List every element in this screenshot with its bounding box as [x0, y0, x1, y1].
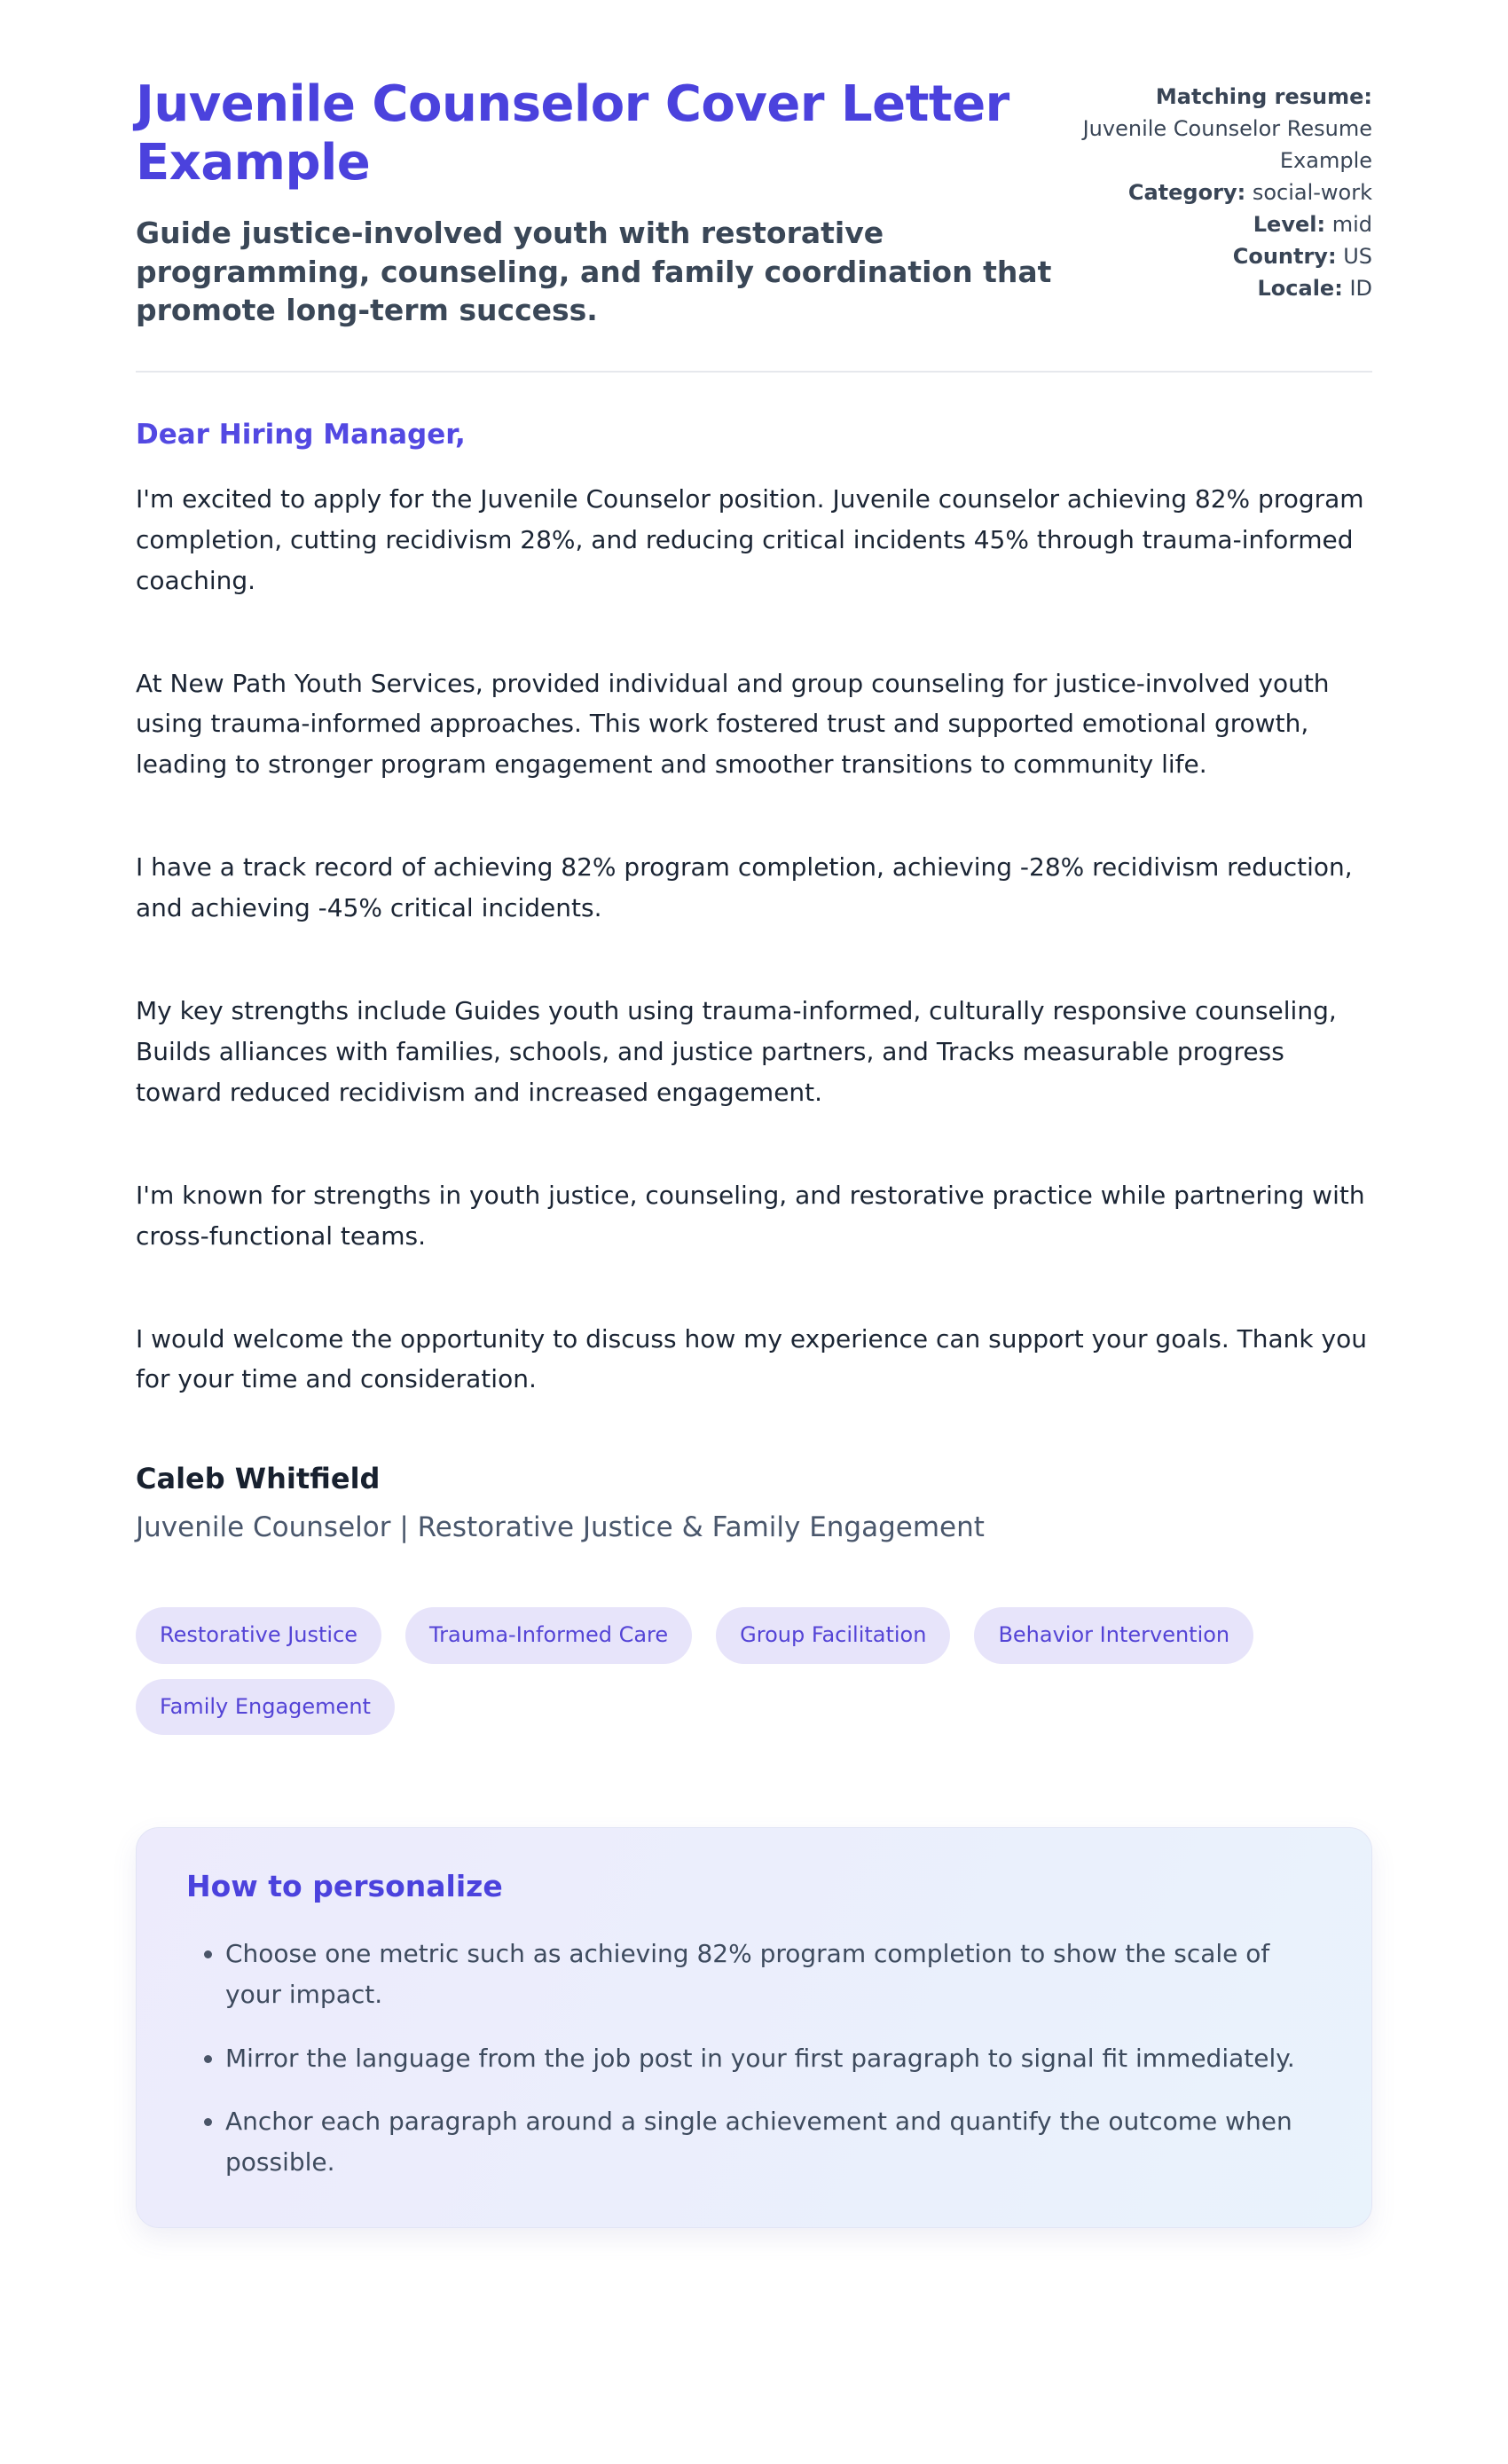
meta-label-level: Level: — [1253, 212, 1326, 237]
meta-value-category: social-work — [1252, 180, 1372, 205]
letter-paragraph: I'm excited to apply for the Juvenile Counselor position. Juvenile counselor achieving 82% program completion, cutting recidivism 28%, and reducing critical incidents 45% through trauma-informed coaching. — [136, 483, 1364, 595]
meta-value-level: mid — [1331, 212, 1372, 237]
personalize-tip: • Choose one metric such as achieving 82% program completion to show the scale of your impact. — [225, 1934, 1322, 2015]
letter-paragraph: I'm known for strengths in youth justice, counseling, and restorative practice while partnering with cross-functional teams. — [136, 1180, 1365, 1251]
meta-matching-resume — [1080, 81, 1372, 177]
page-title: Juvenile Counselor Cover Letter Example — [136, 75, 1009, 192]
meta-label-locale: Locale: — [1257, 276, 1343, 301]
letter-paragraph: My key strengths include Guides youth using trauma-informed, culturally responsive counseling, Builds alliances with families, schools, and justice partners, and Tracks measurable progress toward reduced recidivism and increased engagement. — [136, 996, 1337, 1107]
meta-level — [1080, 208, 1372, 240]
personalize-tips-list — [186, 1934, 1322, 2184]
skill-tag: Trauma-Informed Care — [405, 1607, 692, 1663]
page-subtitle: Guide justice-involved youth with restorative programming, counseling, and family coordination that promote long-term success. — [136, 216, 1052, 328]
meta-value-matching-resume: Juvenile Counselor Resume Example — [1082, 116, 1372, 173]
resume-meta-panel — [1080, 75, 1372, 304]
meta-value-locale: ID — [1349, 276, 1372, 301]
letter-paragraph: I have a track record of achieving 82% program completion, achieving -28% recidivism reduction, and achieving -45% critical incidents. — [136, 852, 1353, 923]
skill-tag: Restorative Justice — [136, 1607, 381, 1663]
meta-category — [1080, 177, 1372, 208]
meta-locale — [1080, 272, 1372, 304]
meta-label-country: Country: — [1232, 244, 1337, 269]
header-divider — [136, 371, 1372, 373]
letter-body — [136, 419, 1372, 2229]
personalize-tips-box — [136, 1827, 1372, 2229]
personalize-heading: How to personalize — [186, 1868, 503, 1903]
signature-name: Caleb Whitfield — [136, 1462, 381, 1496]
skill-tag: Group Facilitation — [716, 1607, 950, 1663]
signature-role: Juvenile Counselor | Restorative Justice & Family Engagement — [136, 1511, 985, 1544]
skill-tag: Family Engagement — [136, 1679, 395, 1735]
letter-paragraph: At New Path Youth Services, provided individual and group counseling for justice-involved youth using trauma-informed approaches. This work fostered trust and supported emotional growth, leading to stronger program engagement and smoother transitions to community life. — [136, 668, 1330, 780]
personalize-tip: • Mirror the language from the job post in your first paragraph to signal fit immediately. — [225, 2038, 1322, 2079]
personalize-tip: • Anchor each paragraph around a single achievement and quantify the outcome when possible. — [225, 2101, 1322, 2183]
letter-paragraph: I would welcome the opportunity to discuss how my experience can support your goals. Thank you for your time and consideration. — [136, 1323, 1367, 1394]
header-titles — [136, 75, 1080, 330]
header — [136, 75, 1372, 330]
meta-label-matching-resume: Matching resume: — [1155, 84, 1372, 109]
letter-greeting: Dear Hiring Manager, — [136, 418, 466, 451]
skill-tags — [136, 1607, 1371, 1734]
skill-tag: Behavior Intervention — [974, 1607, 1253, 1663]
meta-value-country: US — [1343, 244, 1372, 269]
signature-block — [136, 1462, 1372, 1543]
meta-country — [1080, 240, 1372, 272]
meta-label-category: Category: — [1127, 180, 1246, 205]
